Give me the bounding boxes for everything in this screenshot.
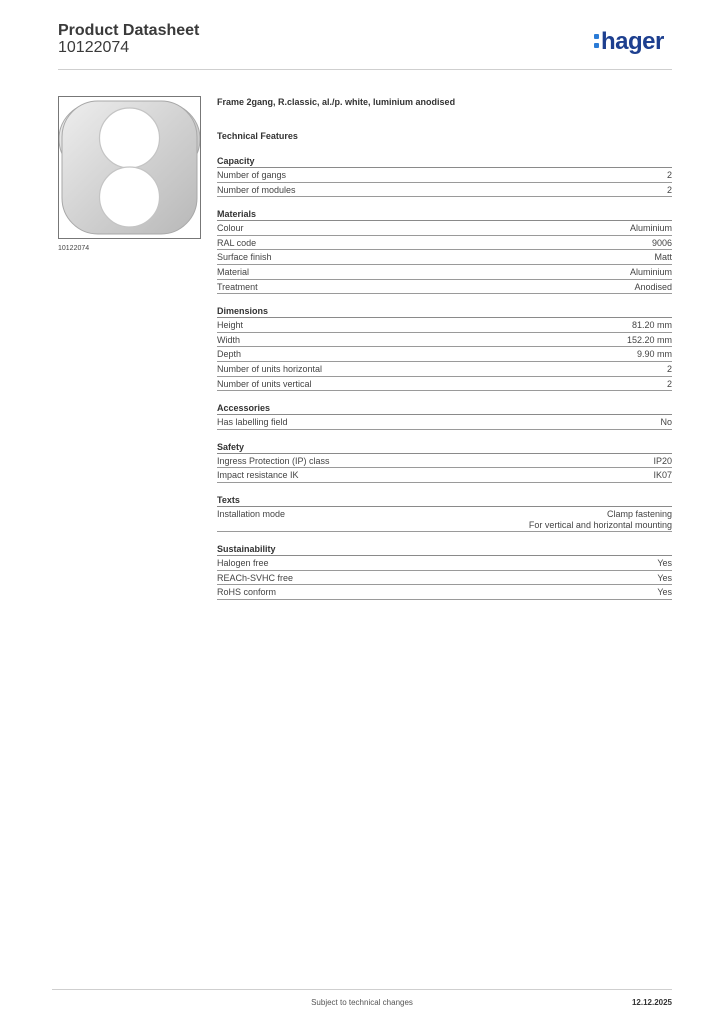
spec-value: Yes xyxy=(657,557,672,568)
technical-features-title: Technical Features xyxy=(217,131,298,141)
spec-value-line: Clamp fastening xyxy=(606,508,672,519)
section-accessories xyxy=(217,402,672,430)
spec-value: 9.90 mm xyxy=(636,349,672,360)
spec-label: Halogen free xyxy=(217,557,269,568)
spec-row xyxy=(217,280,672,295)
logo-dots-icon xyxy=(594,34,599,51)
spec-label: Number of modules xyxy=(217,184,296,195)
spec-label: RAL code xyxy=(217,237,257,248)
page-title: Product Datasheet xyxy=(58,22,200,39)
spec-label: Impact resistance IK xyxy=(217,470,299,481)
spec-value: Matt xyxy=(654,252,672,263)
spec-value: Aluminium xyxy=(629,223,672,234)
spec-row xyxy=(217,556,672,571)
spec-value xyxy=(529,509,672,531)
spec-row xyxy=(217,571,672,586)
product-image xyxy=(58,96,201,239)
frame-2gang-icon xyxy=(59,97,200,238)
spec-value: 152.20 mm xyxy=(626,334,672,345)
datasheet-content xyxy=(217,96,672,600)
image-caption: 10122074 xyxy=(58,245,90,252)
spec-label: REACh-SVHC free xyxy=(217,572,294,583)
spec-row xyxy=(217,454,672,469)
spec-label: Treatment xyxy=(217,281,258,292)
spec-row xyxy=(217,507,672,532)
logo-text: hager xyxy=(601,28,664,55)
section-sustainability xyxy=(217,543,672,600)
spec-row xyxy=(217,468,672,483)
spec-row xyxy=(217,221,672,236)
spec-row xyxy=(217,415,672,430)
section-materials xyxy=(217,208,672,294)
spec-value: No xyxy=(660,417,672,428)
section-heading: Sustainability xyxy=(217,543,672,556)
header-divider xyxy=(58,69,672,70)
product-title: Frame 2gang, R.classic, al./p. white, luminium anodised xyxy=(217,97,456,107)
spec-row xyxy=(217,347,672,362)
spec-value: 81.20 mm xyxy=(631,320,672,331)
spec-value: Yes xyxy=(657,587,672,598)
spec-value: IP20 xyxy=(653,455,672,466)
spec-value: IK07 xyxy=(653,470,672,481)
spec-label: Number of units horizontal xyxy=(217,363,323,374)
spec-label: Ingress Protection (IP) class xyxy=(217,455,330,466)
section-heading: Accessories xyxy=(217,402,672,415)
spec-label: Height xyxy=(217,320,244,331)
spec-label: Depth xyxy=(217,349,242,360)
spec-row xyxy=(217,585,672,600)
spec-value: 2 xyxy=(666,170,672,180)
spec-value: Yes xyxy=(657,572,672,583)
section-heading: Materials xyxy=(217,208,672,221)
spec-label: Installation mode xyxy=(217,508,286,519)
spec-value: Anodised xyxy=(634,281,672,292)
section-heading: Safety xyxy=(217,441,672,454)
spec-value: 2 xyxy=(666,184,672,195)
section-texts xyxy=(217,494,672,532)
spec-label: Material xyxy=(217,266,250,277)
spec-label: Width xyxy=(217,334,241,345)
section-heading: Capacity xyxy=(217,155,672,168)
spec-row xyxy=(217,168,672,183)
section-dimensions xyxy=(217,305,672,391)
spec-value-line: For vertical and horizontal mounting xyxy=(528,519,672,530)
spec-row xyxy=(217,377,672,392)
spec-row xyxy=(217,183,672,198)
hager-logo xyxy=(594,28,664,56)
spec-label: Number of gangs xyxy=(217,170,287,180)
section-safety xyxy=(217,441,672,483)
product-number: 10122074 xyxy=(58,39,130,56)
spec-row xyxy=(217,362,672,377)
spec-label: Surface finish xyxy=(217,252,272,263)
spec-label: RoHS conform xyxy=(217,587,277,598)
spec-value: 9006 xyxy=(651,237,672,248)
spec-value: Aluminium xyxy=(629,266,672,277)
footer-note: Subject to technical changes xyxy=(311,998,413,1007)
feature-sections xyxy=(217,155,672,600)
section-capacity xyxy=(217,155,672,197)
spec-label: Colour xyxy=(217,223,244,234)
footer-date: 12.12.2025 xyxy=(631,998,672,1007)
spec-row xyxy=(217,250,672,265)
spec-label: Number of units vertical xyxy=(217,378,312,389)
footer-divider xyxy=(52,989,672,990)
spec-value: 2 xyxy=(666,363,672,374)
section-heading: Dimensions xyxy=(217,305,672,318)
spec-row xyxy=(217,318,672,333)
section-heading: Texts xyxy=(217,494,672,507)
spec-value: 2 xyxy=(666,378,672,389)
spec-row xyxy=(217,265,672,280)
spec-row xyxy=(217,333,672,348)
spec-row xyxy=(217,236,672,251)
spec-label: Has labelling field xyxy=(217,417,288,428)
